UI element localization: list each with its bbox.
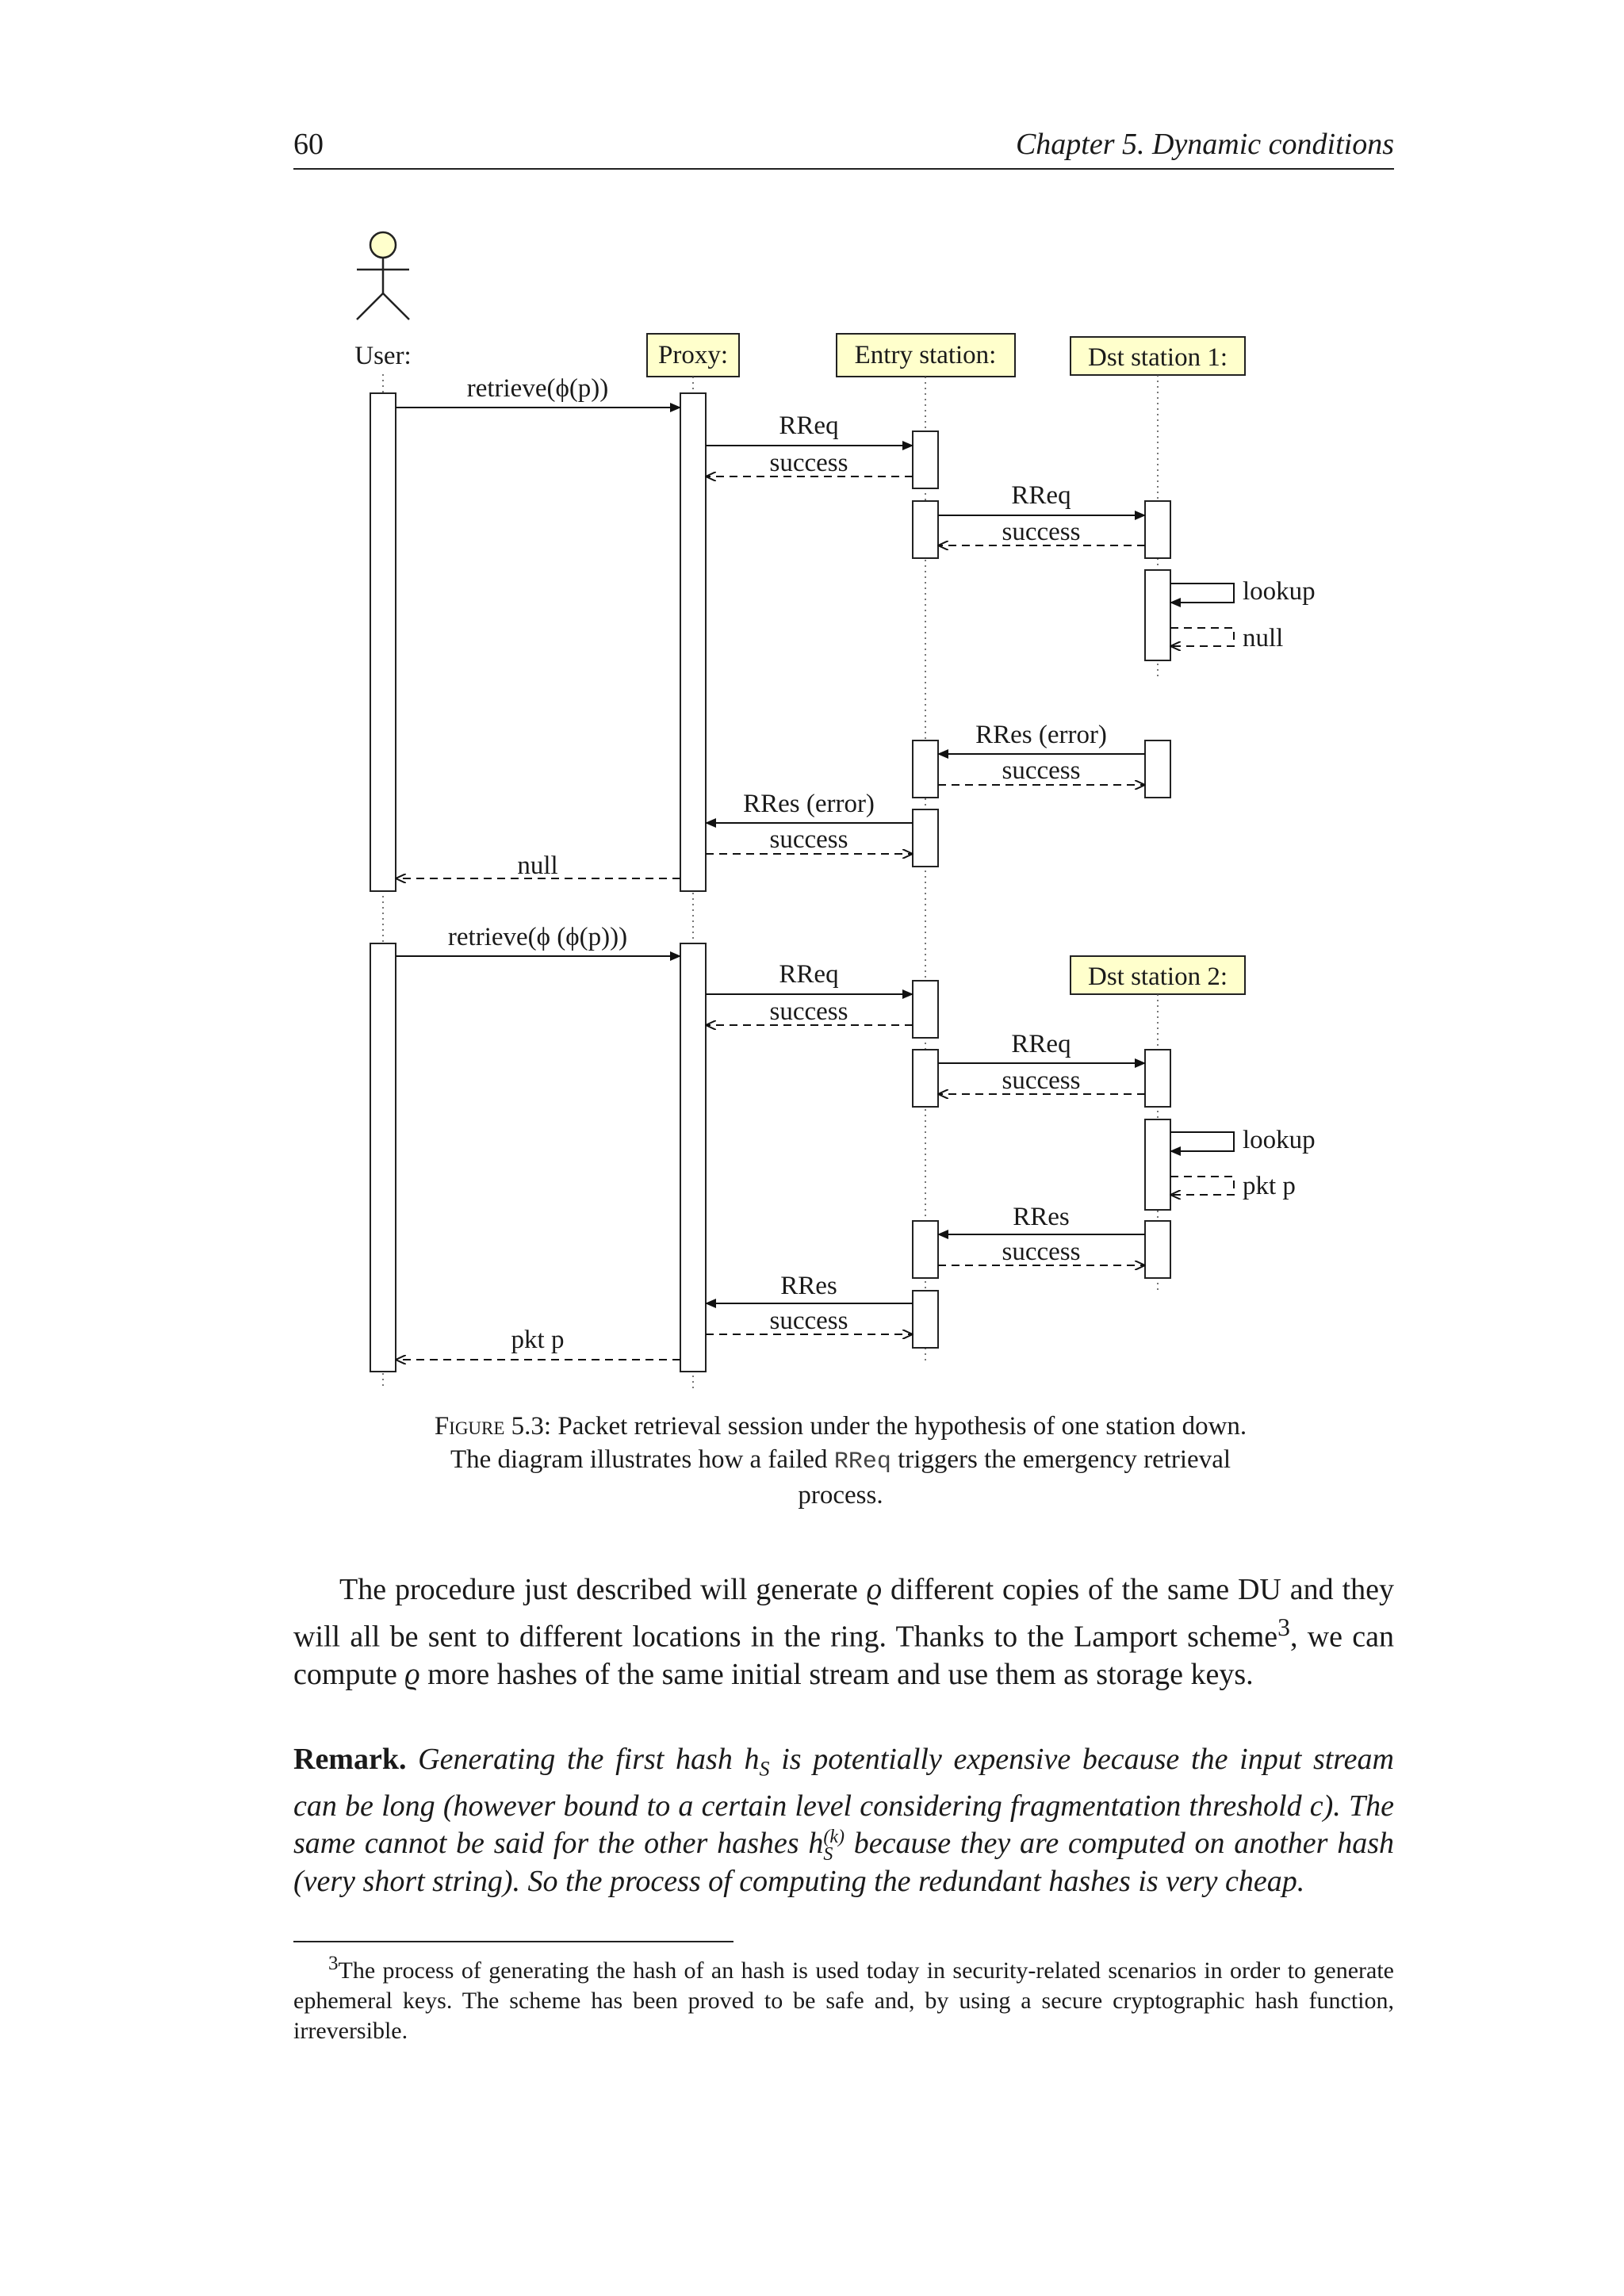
- msg-retrieve-1: retrieve(ϕ(p)): [466, 374, 609, 403]
- msg-lookup-2: lookup: [1243, 1126, 1316, 1154]
- figure-caption: [412, 1410, 1269, 1512]
- msg-rres-error-1: RRes (error): [975, 721, 1107, 749]
- para-text-c: , we can compute: [293, 1620, 1394, 1691]
- msg-rreq-1: RReq: [779, 411, 839, 440]
- lifeline-dst2-label: Dst station 2:: [1087, 962, 1228, 991]
- user-actor-icon: [357, 232, 409, 320]
- msg-rreq-4: RReq: [1011, 1030, 1071, 1058]
- msg-null-1: null: [1243, 624, 1284, 652]
- lifeline-dst1-box: [1071, 337, 1245, 375]
- hash-hsk: [808, 1826, 845, 1865]
- msg-success-6: success: [1002, 1066, 1081, 1095]
- msg-success-3: success: [1002, 756, 1081, 785]
- footnote-reference[interactable]: 3: [1277, 1613, 1290, 1641]
- footnote-rule: [293, 1941, 733, 1942]
- threshold-c: c: [1309, 1789, 1323, 1823]
- msg-success-2: success: [1002, 518, 1081, 546]
- remark-text-d: because they are computed on another hash (very short string). So the process of computing the redundant hashes is very cheap.: [293, 1826, 1395, 1898]
- msg-success-5: success: [769, 997, 848, 1026]
- msg-lookup-1: lookup: [1243, 577, 1316, 606]
- para-text-d: more hashes of the same initial stream and use them as storage keys.: [419, 1657, 1254, 1691]
- remark-text-a: Generating the first hash: [406, 1743, 745, 1776]
- msg-success-1: success: [769, 449, 848, 477]
- lifeline-user-label: User:: [354, 342, 412, 370]
- caption-text-a: Packet retrieval session under the hypothesis of one station down. The diagram illustrates how a failed: [450, 1412, 1247, 1474]
- remark-label: Remark.: [293, 1743, 407, 1776]
- hash-hs: [744, 1743, 770, 1781]
- lifeline-dst1-label: Dst station 1:: [1087, 343, 1228, 372]
- msg-rres-2: RRes: [780, 1272, 837, 1300]
- hash-h-sub: S: [759, 1757, 770, 1781]
- page-number: 60: [293, 128, 324, 161]
- msg-retrieve-2: retrieve(ϕ (ϕ(p))): [447, 923, 628, 951]
- msg-pkt-2: pkt p: [511, 1326, 565, 1354]
- msg-success-7: success: [1002, 1238, 1081, 1266]
- hash-h-base: h: [744, 1743, 760, 1776]
- msg-rres-error-2: RRes (error): [743, 790, 875, 818]
- msg-pkt-1: pkt p: [1243, 1172, 1296, 1200]
- rho-symbol: ϱ: [866, 1573, 883, 1606]
- msg-rreq-3: RReq: [779, 960, 839, 989]
- hash-hk-base: h: [808, 1826, 824, 1860]
- lifeline-entry-box: [837, 334, 1015, 377]
- hash-hk-sup: (k): [823, 1826, 845, 1847]
- footnote-text: The process of generating the hash of an hash is used today in security-related scenarios in order to generate ephemeral keys. The scheme has been proved to be safe and, by using a secure cryptographic hash function, irreversible.: [293, 1957, 1394, 2044]
- lifeline-dst2-box: [1071, 956, 1245, 994]
- chapter-title: Chapter 5. Dynamic conditions: [1015, 128, 1394, 161]
- msg-rres-1: RRes: [1013, 1203, 1070, 1231]
- para-text-b: different copies of the same DU and they will all be sent to different locations in the ring. Thanks to the Lamport scheme: [293, 1573, 1394, 1654]
- footnote-mark: 3: [328, 1953, 339, 1974]
- remark-text-c: ). The same cannot be said for the other hashes: [293, 1789, 1395, 1860]
- rho-symbol-2: ϱ: [404, 1657, 420, 1691]
- msg-null-2: null: [517, 851, 558, 880]
- footnote: [293, 1949, 1394, 2046]
- caption-text-b: triggers the emergency retrieval process.: [798, 1445, 1231, 1510]
- para-text-a: The procedure just described will generate: [339, 1573, 867, 1606]
- remark-paragraph: [293, 1741, 1394, 1900]
- remark-text-b: is potentially expensive because the input stream can be long (however bound to a certain level considering fragmentation threshold: [293, 1743, 1394, 1823]
- msg-success-4: success: [769, 825, 848, 854]
- caption-code: RReq: [833, 1448, 891, 1475]
- msg-rreq-2: RReq: [1011, 481, 1071, 510]
- lifeline-proxy-box: [647, 334, 739, 377]
- body-paragraph: [293, 1571, 1394, 1693]
- hash-hk-sub: S: [823, 1843, 833, 1865]
- lifeline-entry-label: Entry station:: [854, 341, 997, 369]
- figure-label: Figure 5.3:: [434, 1412, 552, 1441]
- lifeline-proxy-label: Proxy:: [657, 341, 729, 369]
- msg-success-8: success: [769, 1307, 848, 1335]
